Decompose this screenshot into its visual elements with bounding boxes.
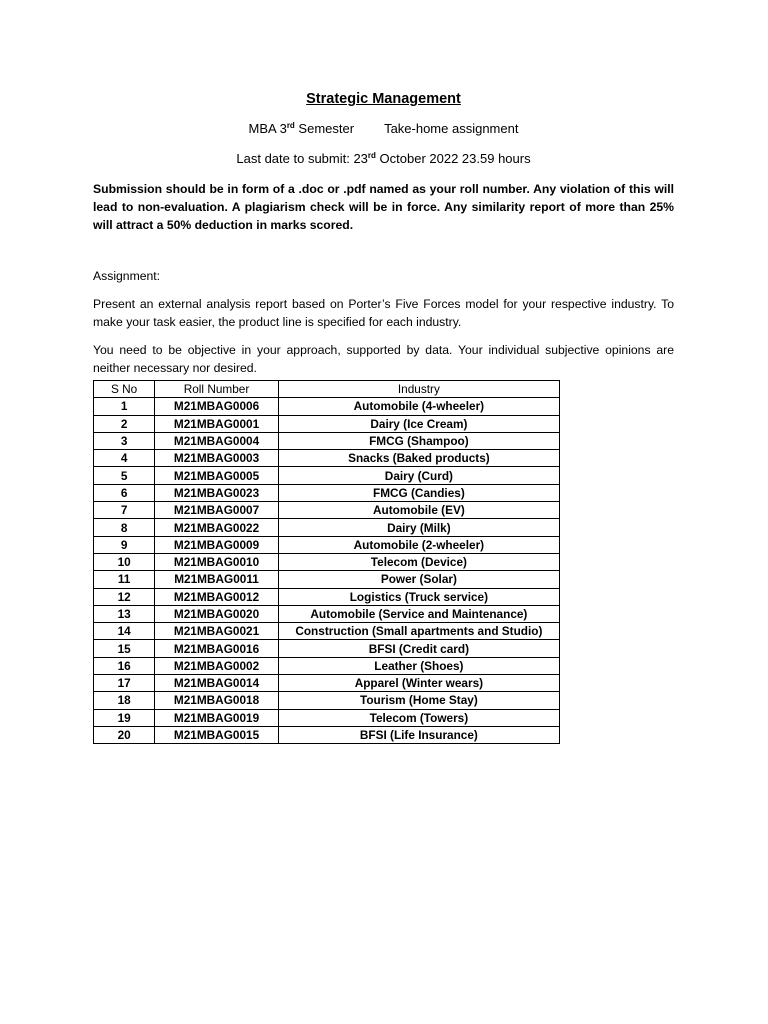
program-ordinal: rd [286,121,295,130]
cell-s-no: 3 [94,432,155,449]
table-row [94,432,560,449]
cell-roll-number: M21MBAG0004 [155,432,279,449]
cell-s-no: 6 [94,484,155,501]
cell-roll-number: M21MBAG0019 [155,709,279,726]
table-row [94,640,560,657]
cell-industry: Dairy (Curd) [278,467,559,484]
table-header-row [94,381,560,398]
cell-industry: Automobile (4-wheeler) [278,398,559,415]
table-row [94,502,560,519]
cell-roll-number: M21MBAG0022 [155,519,279,536]
cell-industry: FMCG (Shampoo) [278,432,559,449]
cell-industry: Apparel (Winter wears) [278,675,559,692]
table-row [94,398,560,415]
deadline-ordinal: rd [367,151,376,160]
cell-industry: FMCG (Candies) [278,484,559,501]
cell-s-no: 19 [94,709,155,726]
cell-roll-number: M21MBAG0012 [155,588,279,605]
table-row [94,675,560,692]
program-name: MBA 3 [248,121,287,136]
table-row [94,605,560,622]
table-row [94,623,560,640]
cell-roll-number: M21MBAG0018 [155,692,279,709]
instruction-paragraph-1: Present an external analysis report based on Porter’s Five Forces model for your respective industry. To make your task easier, the product line is specified for each industry. [93,297,674,329]
cell-s-no: 18 [94,692,155,709]
cell-industry: Automobile (Service and Maintenance) [278,605,559,622]
cell-industry: Logistics (Truck service) [278,588,559,605]
cell-roll-number: M21MBAG0007 [155,502,279,519]
cell-industry: Telecom (Device) [278,553,559,570]
cell-roll-number: M21MBAG0006 [155,398,279,415]
assignment-table [93,380,560,744]
table-row [94,657,560,674]
cell-s-no: 16 [94,657,155,674]
program-suffix: Semester [294,121,355,136]
cell-industry: BFSI (Credit card) [278,640,559,657]
deadline-prefix: Last date to submit: 23 [236,151,368,166]
cell-s-no: 14 [94,623,155,640]
table-row [94,692,560,709]
cell-s-no: 20 [94,726,155,743]
cell-industry: Automobile (2-wheeler) [278,536,559,553]
table-row [94,553,560,570]
program-line [93,120,674,138]
instruction-paragraph-2: You need to be objective in your approach, supported by data. Your individual subjective opinions are neither necessary nor desired. [93,343,674,375]
cell-industry: Power (Solar) [278,571,559,588]
cell-s-no: 8 [94,519,155,536]
cell-s-no: 17 [94,675,155,692]
cell-industry: Tourism (Home Stay) [278,692,559,709]
cell-roll-number: M21MBAG0011 [155,571,279,588]
submission-notice: Submission should be in form of a .doc or .pdf named as your roll number. Any violation of this will lead to non-evaluation. A plagiarism check will be in force. Any similarity report of more than 25% will attract a 50% deduction in marks scored. [93,182,674,232]
table-row [94,450,560,467]
table-row [94,709,560,726]
document-title: Strategic Management [306,91,461,107]
cell-roll-number: M21MBAG0016 [155,640,279,657]
cell-s-no: 7 [94,502,155,519]
cell-s-no: 13 [94,605,155,622]
cell-s-no: 12 [94,588,155,605]
assignment-type: Take-home assignment [384,121,519,136]
cell-roll-number: M21MBAG0010 [155,553,279,570]
cell-s-no: 4 [94,450,155,467]
cell-s-no: 11 [94,571,155,588]
cell-roll-number: M21MBAG0003 [155,450,279,467]
cell-industry: Construction (Small apartments and Studio) [278,623,559,640]
table-row [94,484,560,501]
table-row [94,588,560,605]
cell-s-no: 1 [94,398,155,415]
cell-roll-number: M21MBAG0005 [155,467,279,484]
document-page [93,88,674,744]
cell-industry: BFSI (Life Insurance) [278,726,559,743]
table-row [94,519,560,536]
cell-roll-number: M21MBAG0015 [155,726,279,743]
deadline-suffix: October 2022 23.59 hours [375,151,531,166]
cell-industry: Telecom (Towers) [278,709,559,726]
deadline-line [93,150,674,168]
table-row [94,415,560,432]
cell-roll-number: M21MBAG0009 [155,536,279,553]
header-s-no: S No [94,381,155,398]
table-row [94,571,560,588]
cell-industry: Automobile (EV) [278,502,559,519]
table-row [94,536,560,553]
cell-s-no: 10 [94,553,155,570]
cell-roll-number: M21MBAG0020 [155,605,279,622]
cell-roll-number: M21MBAG0014 [155,675,279,692]
cell-roll-number: M21MBAG0023 [155,484,279,501]
header-roll-number: Roll Number [155,381,279,398]
cell-s-no: 2 [94,415,155,432]
cell-industry: Dairy (Milk) [278,519,559,536]
table-row [94,467,560,484]
section-label: Assignment: [93,269,161,283]
cell-s-no: 15 [94,640,155,657]
table-body [94,398,560,744]
cell-industry: Leather (Shoes) [278,657,559,674]
cell-industry: Snacks (Baked products) [278,450,559,467]
cell-roll-number: M21MBAG0021 [155,623,279,640]
table-row [94,726,560,743]
cell-s-no: 9 [94,536,155,553]
cell-roll-number: M21MBAG0001 [155,415,279,432]
cell-s-no: 5 [94,467,155,484]
cell-industry: Dairy (Ice Cream) [278,415,559,432]
header-industry: Industry [278,381,559,398]
cell-roll-number: M21MBAG0002 [155,657,279,674]
